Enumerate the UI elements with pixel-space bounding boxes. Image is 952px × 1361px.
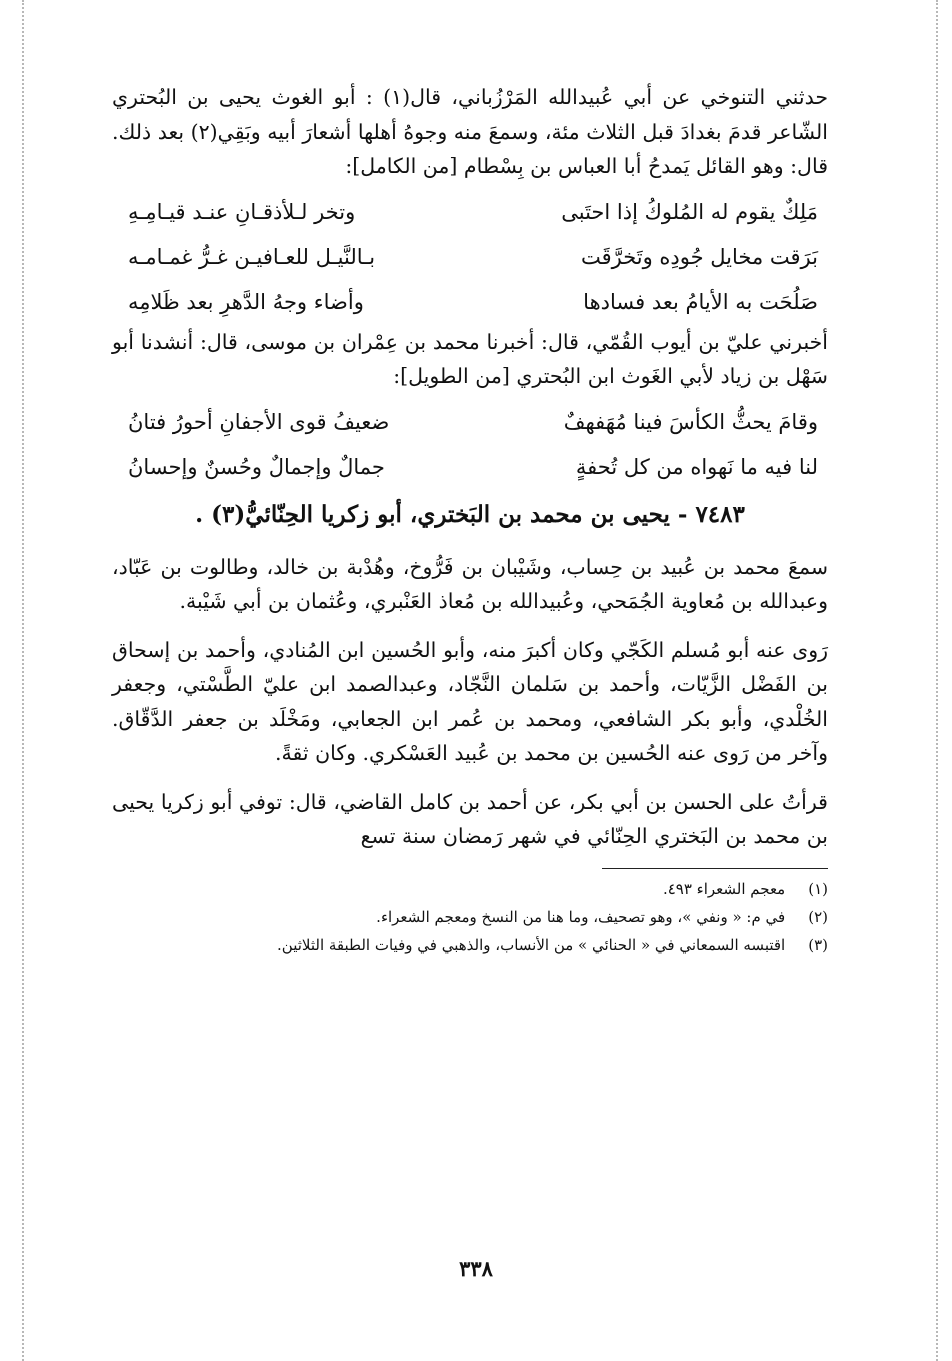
footnote-text: معجم الشعراء ٤٩٣. <box>662 879 786 898</box>
paragraph-students: رَوى عنه أبو مُسلم الكَجّي وكان أكبرَ منه، وأبو الحُسين ابن المُنادي، وأحمد بن إسحاق بن الفَضْل الزَّيّات، وأحمد بن سَلمان النَّجّاد، وعبدالصمد ابن عليّ الطَّسْتي، وجعفر الخُلْدي، وأبو بكر الشافعي، ومحمد بن عُمر ابن الجعابي، ومَخْلَد بن جعفر الدَّقّاق. وآخر من رَوى عنه الحُسين بن محمد بن عُبيد العَسْكري. وكان ثقةً. <box>112 637 828 765</box>
verses-block-1 <box>112 190 828 325</box>
paragraph-narration: أخبرني عليّ بن أيوب القُمّي، قال: أخبرنا محمد بن عِمْران بن موسى، قال: أنشدنا أبو سَهْل بن زياد لأبي الغَوث ابن البُحتري [من الطويل]: <box>112 329 828 388</box>
verse-hemistich-left: جمالٌ وإجمالٌ وحُسنٌ وإحسانُ <box>128 454 385 479</box>
page-content <box>112 80 828 959</box>
footnote-text: اقتبسه السمعاني في « الحنائي » من الأنساب، والذهبي في وفيات الطبقة الثلاثين. <box>277 935 786 954</box>
verse-hemistich-right: بَرَقت مخايل جُودِه وتَخرَّقَت <box>580 244 818 269</box>
footnote-number: (٣) <box>808 935 828 954</box>
verse-hemistich-left: وتخر لـلأذقـانِ عنـد قيـامِـهِ <box>128 199 356 224</box>
verse-line <box>112 400 828 445</box>
footnote <box>112 875 828 903</box>
footnote <box>112 903 828 931</box>
verse-line <box>112 190 828 235</box>
verse-hemistich-right: وقامَ يحثُّ الكأسَ فينا مُهَفهفٌ <box>563 409 818 434</box>
footnote-text: في م: « ونفي »، وهو تصحيف، وما هنا من النسخ ومعجم الشعراء. <box>376 907 786 926</box>
verse-line <box>112 280 828 325</box>
verse-line <box>112 445 828 490</box>
entry-heading: ٧٤٨٣ - يحيى بن محمد بن البَختري، أبو زكريا الحِنّائيُّ(٣) . <box>195 500 745 528</box>
footnote <box>112 931 828 959</box>
footnote-number: (٢) <box>808 907 828 926</box>
verse-hemistich-left: وأضاء وجهُ الدَّهرِ بعد ظَلامِه <box>128 289 364 314</box>
footnote-number: (١) <box>808 879 828 898</box>
paragraph-death: قرأتُ على الحسن بن أبي بكر، عن أحمد بن كامل القاضي، قال: توفي أبو زكريا يحيى بن محمد بن البَختري الحِنّائي في شهر رَمضان سنة تسع <box>112 789 828 848</box>
footnote-separator <box>602 868 828 869</box>
verse-hemistich-left: بـالنَّيـل للعـافيـن غـرُّ غمـامـه <box>128 244 376 269</box>
right-page-edge <box>936 0 938 1361</box>
verse-hemistich-right: مَلِكٌ يقوم له المُلوكُ إذا احتَبى <box>561 199 818 224</box>
verse-line <box>112 235 828 280</box>
verse-hemistich-left: ضعيفُ قوى الأجفانِ أحورُ فتانُ <box>128 409 390 434</box>
paragraph-teachers: سمعَ محمد بن عُبيد بن حِساب، وشَيْبان بن فَرُّوخ، وهُدْبة بن خالد، وطالوت بن عَبّاد، وعبدالله بن مُعاوية الجُمَحي، وعُبيدالله بن مُعاذ العَنْبري، وعُثمان بن أبي شَيْبة. <box>112 554 828 613</box>
page-number: ٣٣٨ <box>459 1256 493 1281</box>
left-page-edge <box>22 0 24 1361</box>
verse-hemistich-right: صَلُحَت به الأيامُ بعد فسادها <box>583 289 818 314</box>
verses-block-2 <box>112 400 828 490</box>
verse-hemistich-right: لنا فيه ما نَهواه من كل تُحفةٍ <box>575 454 818 479</box>
footnotes <box>112 875 828 959</box>
paragraph-intro: حدثني التنوخي عن أبي عُبيدالله المَرْزُباني، قال(١) : أبو الغوث يحيى بن البُحتري الشّاعر قدمَ بغدادَ قبل الثلاث مئة، وسمعَ منه وجوهُ أهلها أشعارَ أبيه وبَقِي(٢) بعد ذلك. قال: وهو القائل يَمدحُ أبا العباس بن بِسْطام [من الكامل]: <box>112 85 829 178</box>
